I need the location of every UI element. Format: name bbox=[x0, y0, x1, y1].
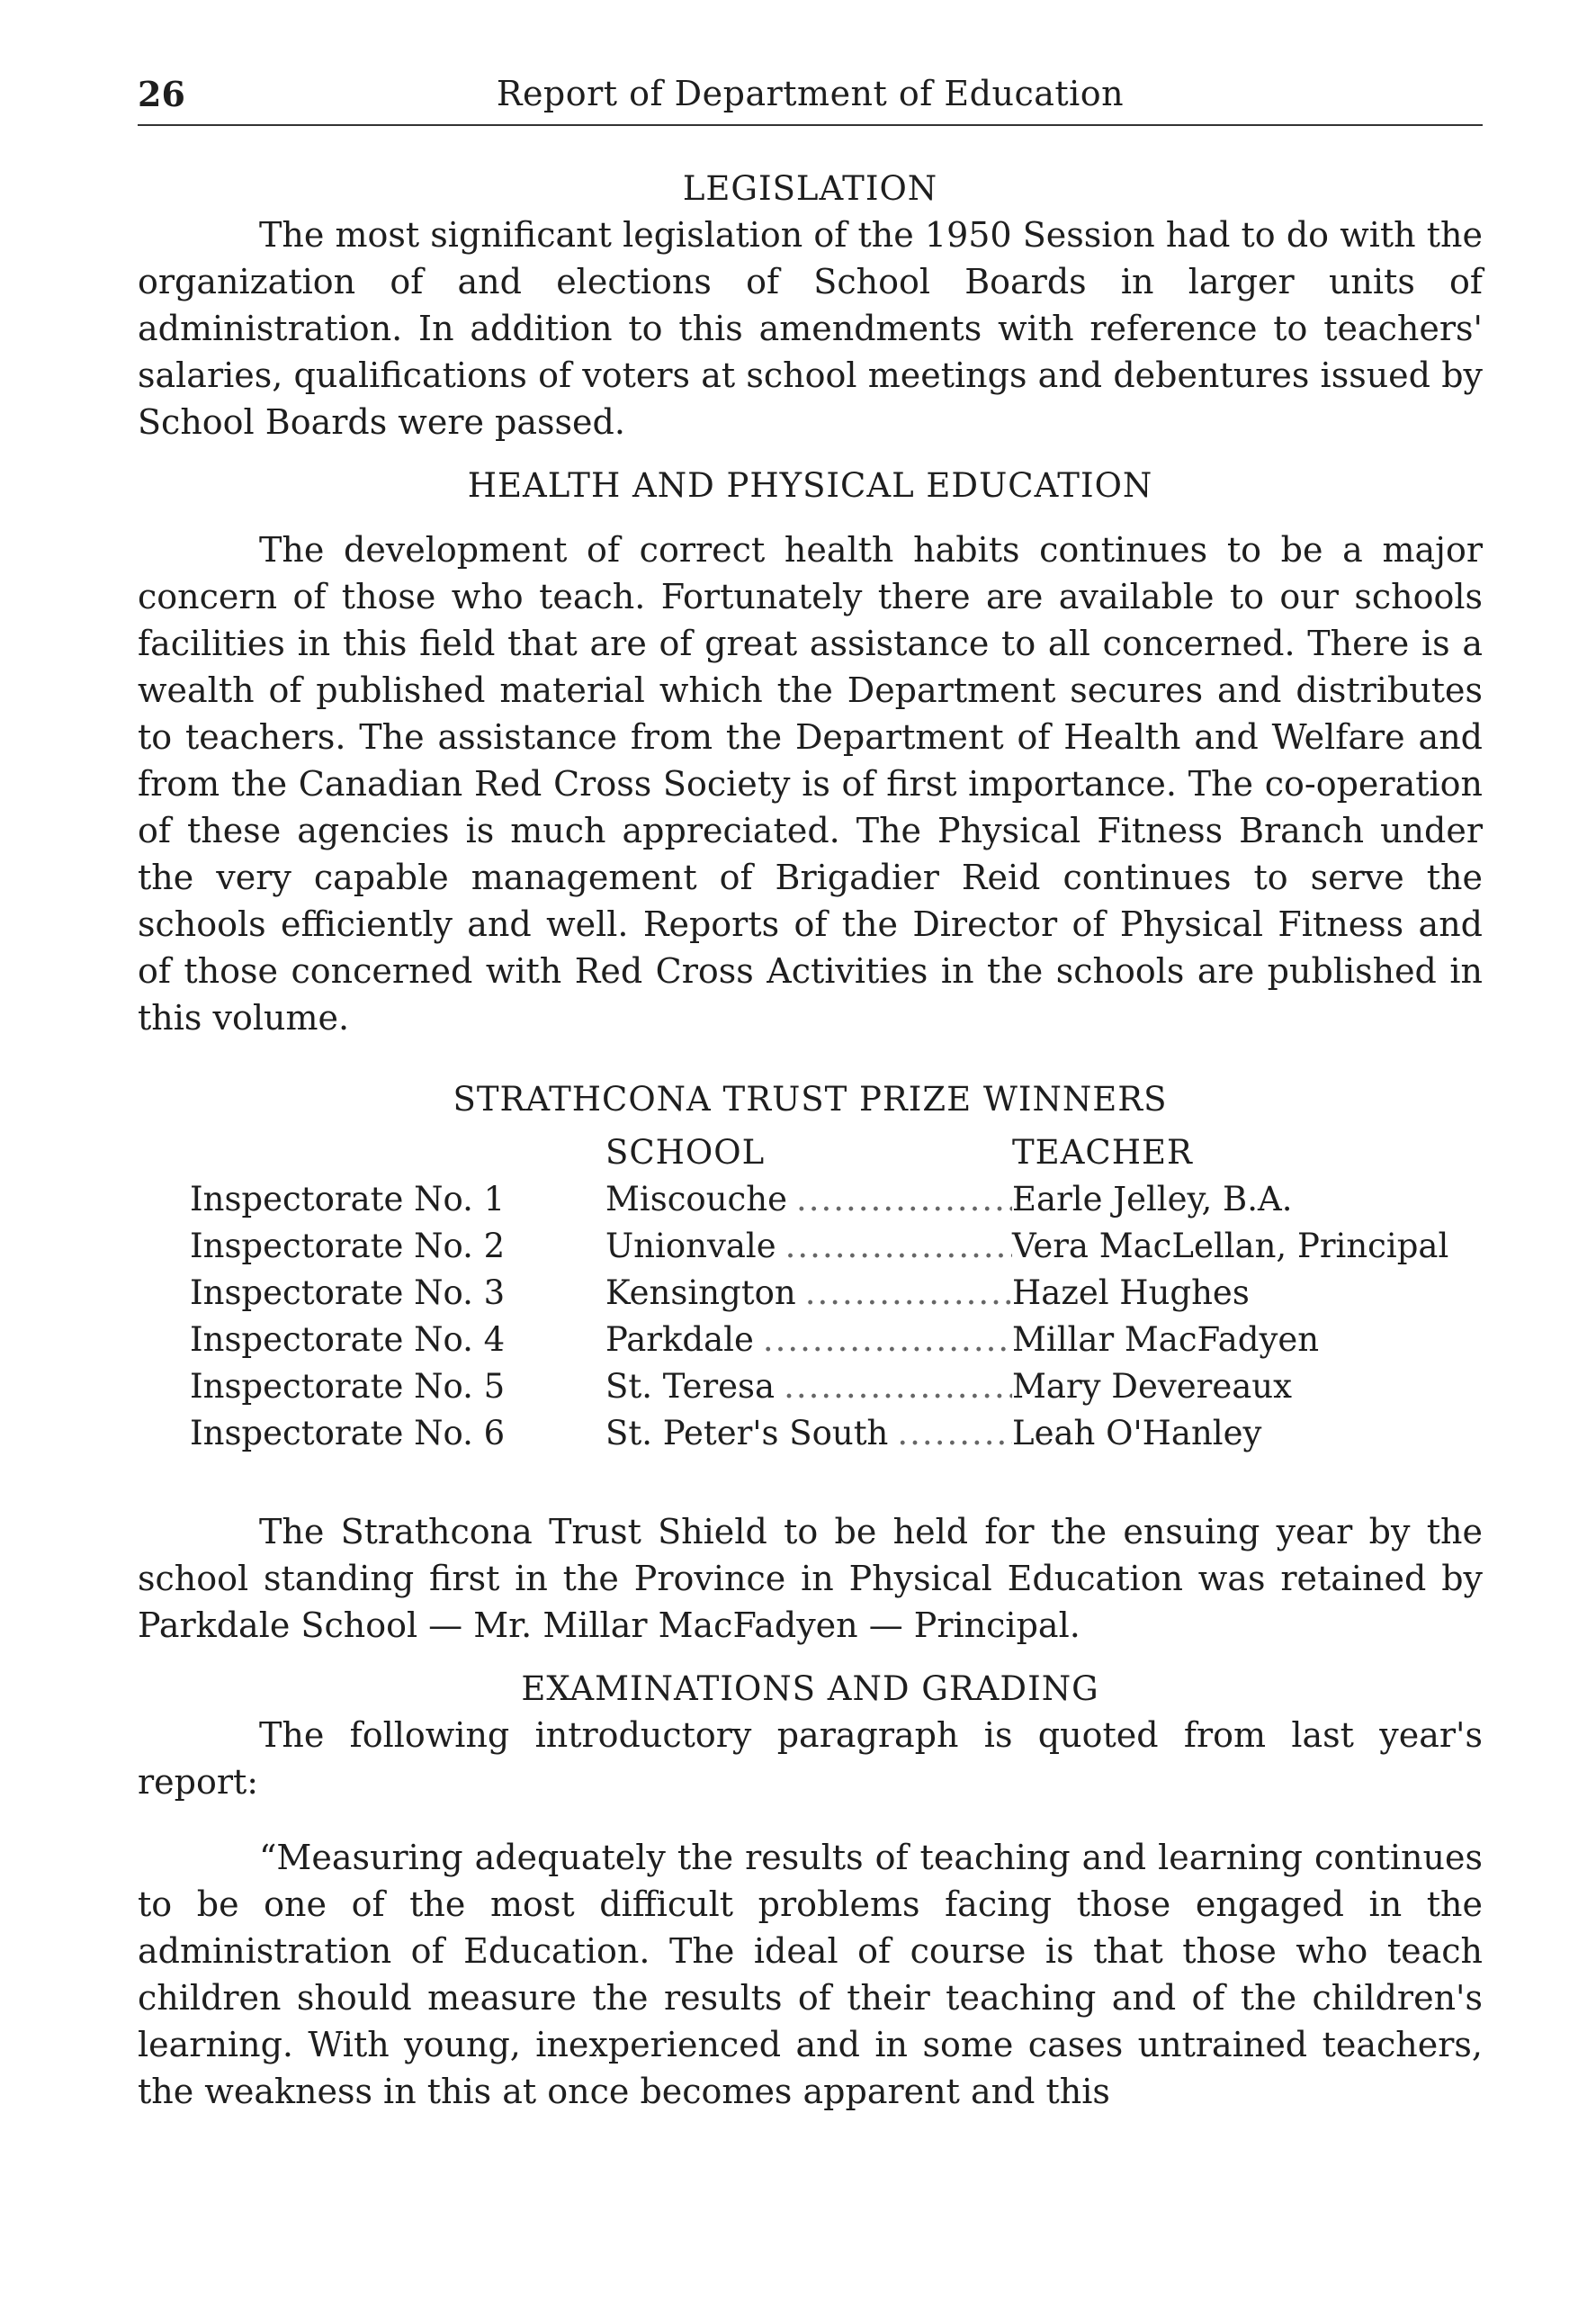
page-content bbox=[138, 166, 1483, 2115]
running-header bbox=[138, 74, 1483, 126]
health-paragraph: The development of correct health habits continues to be a major concern of those who teach. Fortunately there are available to our schools facilities in this field that are of great assistance to all concerned. There is a wealth of published material which the Department secures and distributes to teachers. The assistance from the Department of Health and Welfare and from the Canadian Red Cross Society is of first importance. The co-operation of these agencies is much appreciated. The Physical Fitness Branch under the very capable management of Brigadier Reid continues to serve the schools efficiently and well. Reports of the Director of Physical Fitness and of those concerned with Red Cross Activities in the schools are published in this volume. bbox=[138, 530, 1483, 1038]
inspectorate-cell: Inspectorate No. 3 bbox=[190, 1273, 506, 1312]
teacher-cell: Earle Jelley, B.A. bbox=[1012, 1180, 1293, 1218]
teacher-cell: Mary Devereaux bbox=[1012, 1367, 1292, 1406]
table-row bbox=[138, 1273, 1483, 1320]
inspectorate-cell: Inspectorate No. 1 bbox=[190, 1180, 506, 1218]
inspectorate-cell: Inspectorate No. 6 bbox=[190, 1414, 506, 1452]
inspectorate-cell: Inspectorate No. 2 bbox=[190, 1227, 506, 1265]
page-number: 26 bbox=[138, 74, 185, 114]
legislation-paragraph: The most significant legislation of the 1950 Session had to do with the organization of and elections of School Boards in larger units of administration. In addition to this amendments with reference to teachers' salaries, qualifications of voters at school meetings and debentures issued by School Boards were passed. bbox=[138, 215, 1483, 442]
exams-intro-paragraph: The following introductory paragraph is quoted from last year's report: bbox=[138, 1715, 1483, 1802]
shield-paragraph: The Strathcona Trust Shield to be held for the ensuing year by the school standing first in the Province in Physical Education was retained by Parkdale School — Mr. Millar MacFadyen — Principal. bbox=[138, 1512, 1483, 1645]
strathcona-heading: STRATHCONA TRUST PRIZE WINNERS bbox=[453, 1080, 1168, 1119]
inspectorate-cell: Inspectorate No. 4 bbox=[190, 1320, 506, 1359]
running-title: Report of Department of Education bbox=[496, 74, 1125, 113]
table-row bbox=[138, 1227, 1483, 1273]
dot-leader bbox=[796, 1180, 1012, 1218]
teacher-cell: Millar MacFadyen bbox=[1012, 1320, 1320, 1359]
teacher-cell: Vera MacLellan, Principal bbox=[1012, 1227, 1449, 1265]
dot-leader bbox=[763, 1320, 1012, 1359]
exams-quote-paragraph: “Measuring adequately the results of teaching and learning continues to be one of the most difficult problems facing those engaged in the administration of Education. The ideal of course is that those who teach children should measure the results of their teaching and of the children's learning. With young, inexperienced and in some cases untrained teachers, the weakness in this at once becomes apparent and this bbox=[138, 1838, 1483, 2111]
school-cell: St. Peter's South bbox=[605, 1414, 889, 1452]
table-row bbox=[138, 1180, 1483, 1227]
exams-heading: EXAMINATIONS AND GRADING bbox=[521, 1669, 1099, 1708]
school-cell: Unionvale bbox=[605, 1227, 776, 1265]
table-row bbox=[138, 1320, 1483, 1367]
school-cell: Parkdale bbox=[605, 1320, 754, 1359]
table-row bbox=[138, 1367, 1483, 1414]
prize-winners-table bbox=[138, 1133, 1483, 1479]
school-cell: Kensington bbox=[605, 1273, 796, 1312]
legislation-heading: LEGISLATION bbox=[682, 169, 938, 208]
table-row bbox=[138, 1414, 1483, 1461]
dot-leader bbox=[897, 1414, 1012, 1452]
teacher-cell: Hazel Hughes bbox=[1012, 1273, 1250, 1312]
school-column-header: SCHOOL bbox=[605, 1133, 766, 1172]
school-cell: Miscouche bbox=[605, 1180, 787, 1218]
health-heading: HEALTH AND PHYSICAL EDUCATION bbox=[467, 466, 1153, 505]
teacher-column-header: TEACHER bbox=[1012, 1133, 1193, 1172]
dot-leader bbox=[805, 1273, 1012, 1312]
inspectorate-cell: Inspectorate No. 5 bbox=[190, 1367, 506, 1406]
dot-leader bbox=[784, 1367, 1012, 1406]
teacher-cell: Leah O'Hanley bbox=[1012, 1414, 1262, 1452]
dot-leader bbox=[785, 1227, 1012, 1265]
school-cell: St. Teresa bbox=[605, 1367, 776, 1406]
